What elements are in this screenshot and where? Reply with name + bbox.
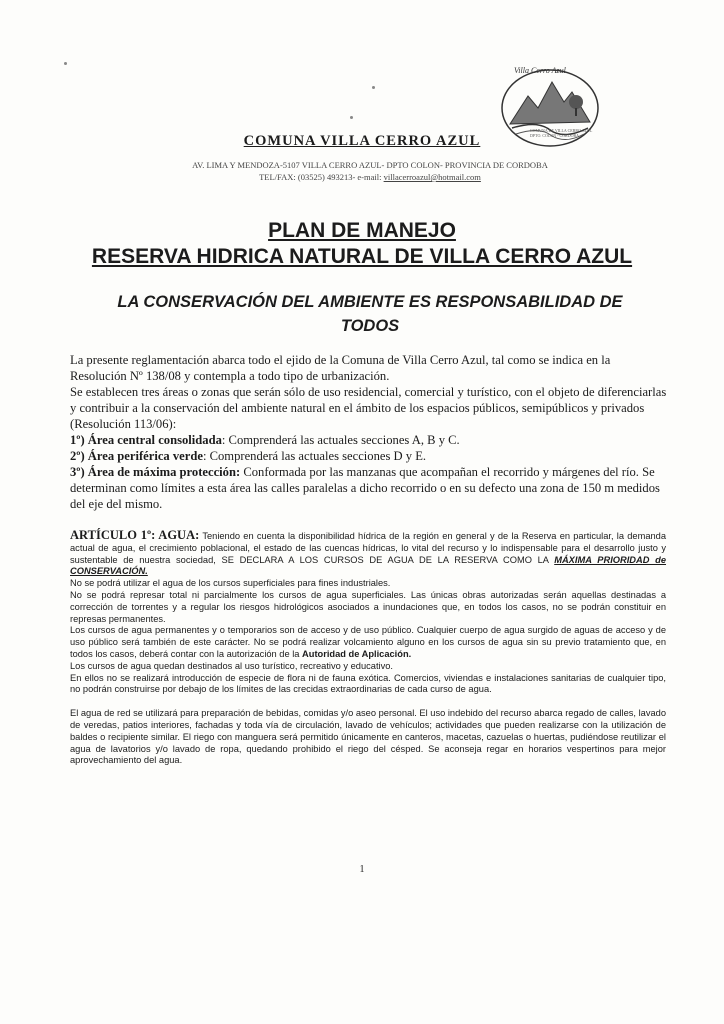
article-intro-paragraph <box>70 530 666 578</box>
authority-bold-text: Autoridad de Aplicación. <box>302 648 412 659</box>
organization-name: COMUNA VILLA CERRO AZUL <box>243 133 481 149</box>
article-paragraph: En ellos no se realizará introducción de especie de flora ni de fauna exótica. Comercios, viviendas e instalaciones sanitarias de cualquier tipo, no podrán construirse por debajo de los límites de las crecidas extraordinarias de cada curso de agua. <box>70 672 666 695</box>
logo-script-text: Villa Cerro Azul <box>514 66 566 75</box>
contact-line <box>150 171 590 183</box>
slogan-heading: LA CONSERVACIÓN DEL AMBIENTE ES RESPONSABILIDAD DE TODOS <box>117 293 623 335</box>
article-paragraph: Los cursos de agua quedan destinados al uso turístico, recreativo y educativo. <box>70 660 394 671</box>
zone-text: Conformada por las manzanas que acompañan el recorrido y márgenes del río. Se determinan como límites a esta área las calles paralelas a dicho recorrido o en su defecto una zona de 150 m medidos del eje del mismo. <box>70 465 660 511</box>
zone-item <box>70 464 670 512</box>
article-title: ARTÍCULO 1º: AGUA: <box>70 528 200 542</box>
email-link[interactable]: villacerroazul@hotmail.com <box>383 172 481 182</box>
plan-title: PLAN DE MANEJO <box>268 219 456 242</box>
intro-paragraph: La presente reglamentación abarca todo el ejido de la Comuna de Villa Cerro Azul, tal como se indica en la Resolución Nº 138/08 y contempla a todo tipo de urbanización. <box>70 353 611 383</box>
contact-phone: TEL/FAX: (03525) 493213- e-mail: <box>259 172 384 182</box>
zone-label: 2º) Área periférica verde <box>70 449 203 463</box>
address-line: AV. LIMA Y MENDOZA-5107 VILLA CERRO AZUL- DPTO COLON- PROVINCIA DE CORDOBA <box>192 160 548 170</box>
zone-label: 3º) Área de máxima protección: <box>70 465 241 479</box>
zone-item <box>70 448 670 464</box>
article-intro-text: Teniendo en cuenta la disponibilidad hídrica de la región en general y de la Reserva en particular, la demanda actual de agua, el crecimiento poblacional, el estado de las cuencas hídricas, lo vital del recurso y lo indispensable para el desarrollo justo y sustentable de nuestra sociedad, SE DECLARA A LOS CURSOS DE AGUA DE LA RESERVA COMO LA <box>70 531 667 565</box>
intro-section <box>70 352 670 512</box>
article-section <box>70 530 666 767</box>
reserve-title: RESERVA HIDRICA NATURAL DE VILLA CERRO AZUL <box>91 245 633 268</box>
article-paragraph <box>70 625 666 660</box>
paragraph-spacer <box>70 696 666 708</box>
zone-item <box>70 432 670 448</box>
article-paragraph: No se podrá utilizar el agua de los cursos superficiales para fines industriales. <box>70 578 391 589</box>
zone-text: : Comprenderá las actuales secciones D y E. <box>202 449 427 463</box>
zone-label: 1º) Área central consolidada <box>70 433 222 447</box>
article-emphasis: MÁXIMA PRIORIDAD de CONSERVACIÓN. <box>70 554 667 577</box>
scan-speck <box>64 62 67 65</box>
page-number: 1 <box>359 864 365 875</box>
organization-address <box>150 159 590 183</box>
article-paragraph: El agua de red se utilizará para preparación de bebidas, comidas y/o aseo personal. El uso indebido del recurso abarca regado de calles, lavado de veredas, patios interiores, fachadas y toda vía de circulación, lavado de vehículos; actividades que pueden realizarse con la utilización de baldes o recipiente similar. El riego con manguera será permitido únicamente en canteros, macetas, cazuelas o huertas, pudiéndose reutilizar el agua de lavatorios y/o lavado de ropa, quedando prohibido el riego del césped. Se aconseja regar en horarios vespertinos para mejor aprovechamiento del agua. <box>70 708 666 766</box>
logo-subtext: COMUNA DE VILLA CERRO AZUL DPTO. COLON - CORDOBA <box>530 128 593 138</box>
article-paragraph-text: Los cursos de agua permanentes y o temporarios son de acceso y de uso público. Cualquier cuerpo de agua surgido de aguas de acceso y de uso público será también de este carácter. No se podrá realizar volcamiento alguno en los cursos de agua sin su previo tratamiento que, en todos los casos, deberá contar con la autorización de la <box>70 625 666 659</box>
scan-speck <box>350 116 353 119</box>
article-paragraph: No se podrá represar total ni parcialmente los cursos de agua superficiales. Las únicas obras autorizadas serán aquellas destinadas a corrección de torrentes y a regular los riesgos hidrológicos asociados a inundaciones que, en todos los casos, no se podrán constituir en represas permanentes. <box>70 589 666 624</box>
zones-paragraph: Se establecen tres áreas o zonas que serán sólo de uso residencial, comercial y turístico, con el objeto de diferenciarlas y contribuir a la conservación del ambiente natural en el ámbito de los espacios públicos, semipúblicos y privados (Resolución 113/06): <box>70 385 667 431</box>
zone-text: : Comprenderá las actuales secciones A, B y C. <box>221 433 460 447</box>
scan-speck <box>372 86 375 89</box>
